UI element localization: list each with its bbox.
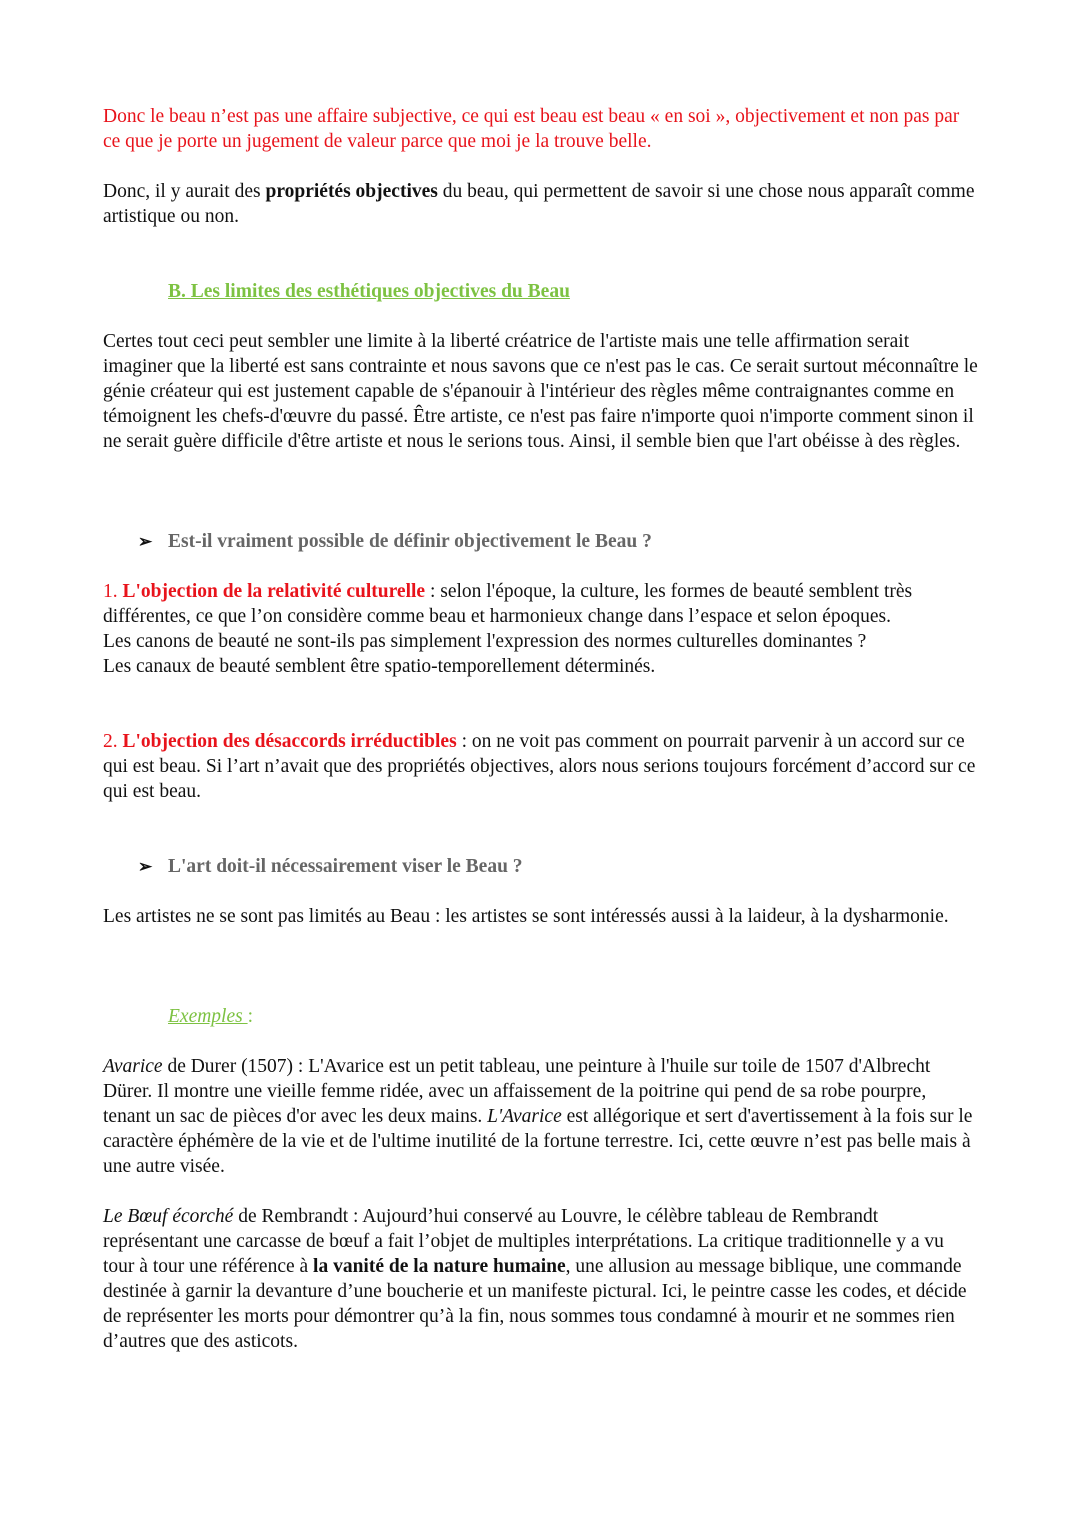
number: 1. [103, 581, 123, 602]
text: : selon l'époque, la culture, les formes de beauté semblent très différentes, ce que l’on considère comme beau et harmonieux change dans l’espace et selon époques. [103, 581, 913, 627]
limits-paragraph: Certes tout ceci peut sembler une limite à la liberté créatrice de l'artiste mais une telle affirmation serait imaginer que la liberté est sans contrainte et nous savons que ce n'est pas le cas. Ce serait surtout méconnaître le génie créateur qui est justement capable de s'épanouir à l'intérieur des règles même contraignantes comme en témoignent les chefs-d'œuvre du passé. Être artiste, ce n'est pas faire n'importe quoi n'importe comment sinon il ne serait guère difficile d'être artiste et nous le serions tous. Ainsi, il semble bien que l'art obéisse à des règles. [103, 331, 978, 452]
bold-term: propriétés objectives [265, 181, 438, 202]
conclusion-paragraph: Donc le beau n’est pas une affaire subjective, ce qui est beau est beau « en soi », objectivement et non pas par ce que je porte un jugement de valeur parce que moi je la trouve belle. [103, 106, 960, 152]
text: de Rembrandt : Aujourd’hui conservé au Louvre, le célèbre tableau de Rembrandt représentant une carcasse de bœuf a fait l’objet de multiples interprétations. La critique traditionnelle y a vu tour à tour une référence à [103, 1206, 944, 1277]
objection-2-paragraph [103, 729, 978, 804]
colon: : [247, 1006, 254, 1027]
bullet-text: Est-il vraiment possible de définir objectivement le Beau ? [168, 531, 652, 552]
text: : on ne voit pas comment on pourrait parvenir à un accord sur ce qui est beau. Si l’art n’avait que des propriétés objectives, alors nous serions toujours forcément d’accord sur ce qui est beau. [103, 731, 976, 802]
arrow-bullet-icon: ➢ [138, 532, 153, 551]
bullet-question-1 [138, 529, 1013, 554]
text: , une allusion au message biblique, une commande destinée à garnir la devanture d’une boucherie et un manifeste pictural. Ici, le peintre casse les codes, et décide de représenter les morts pour démontrer qu’à la fin, nous sommes tous condamné à mourir et ne sommes rien d’autres que des asticots. [103, 1256, 967, 1352]
text: est allégorique et sert d'avertissement à la fois sur le caractère éphémère de la vie et de l'ultime inutilité de la fortune terrestre. Ici, cette œuvre n’est pas belle mais à une autre visée. [103, 1106, 973, 1177]
bullet-text: L'art doit-il nécessairement viser le Beau ? [168, 856, 523, 877]
objection-title: L'objection des désaccords irréductibles [122, 731, 457, 752]
example-boeuf-paragraph [103, 1204, 978, 1354]
example-avarice-paragraph [103, 1054, 978, 1179]
objection-title: L'objection de la relativité culturelle [122, 581, 426, 602]
text: Les canaux de beauté semblent être spatio-temporellement déterminés. [103, 656, 656, 677]
section-heading-b: B. Les limites des esthétiques objectives du Beau [168, 281, 570, 302]
objective-properties-paragraph [103, 179, 978, 229]
objection-1-paragraph [103, 579, 978, 679]
ugliness-paragraph: Les artistes ne se sont pas limités au Beau : les artistes se sont intéressés aussi à la laideur, à la dysharmonie. [103, 906, 949, 927]
text: de Durer (1507) : L'Avarice est un petit tableau, une peinture à l'huile sur toile de 1507 d'Albrecht Dürer. Il montre une vieille femme ridée, avec un affaissement de la poitrine qui pend de sa robe pourpre, tenant un sac de pièces d'or avec les deux mains. [103, 1056, 931, 1127]
artwork-title: Le Bœuf écorché [103, 1206, 234, 1227]
bullet-question-2 [138, 854, 1013, 879]
text: Donc, il y aurait des [103, 181, 266, 202]
arrow-bullet-icon: ➢ [138, 857, 153, 876]
number: 2. [103, 731, 123, 752]
artwork-title: L'Avarice [487, 1106, 562, 1127]
examples-label [168, 1004, 1043, 1029]
artwork-title: Avarice [103, 1056, 163, 1077]
examples-text: Exemples [168, 1006, 248, 1027]
bold-term: la vanité de la nature humaine [313, 1256, 566, 1277]
text: du beau, qui permettent de savoir si une chose nous apparaît comme artistique ou non. [103, 181, 975, 227]
text: Les canons de beauté ne sont-ils pas simplement l'expression des normes culturelles dominantes ? [103, 631, 867, 652]
